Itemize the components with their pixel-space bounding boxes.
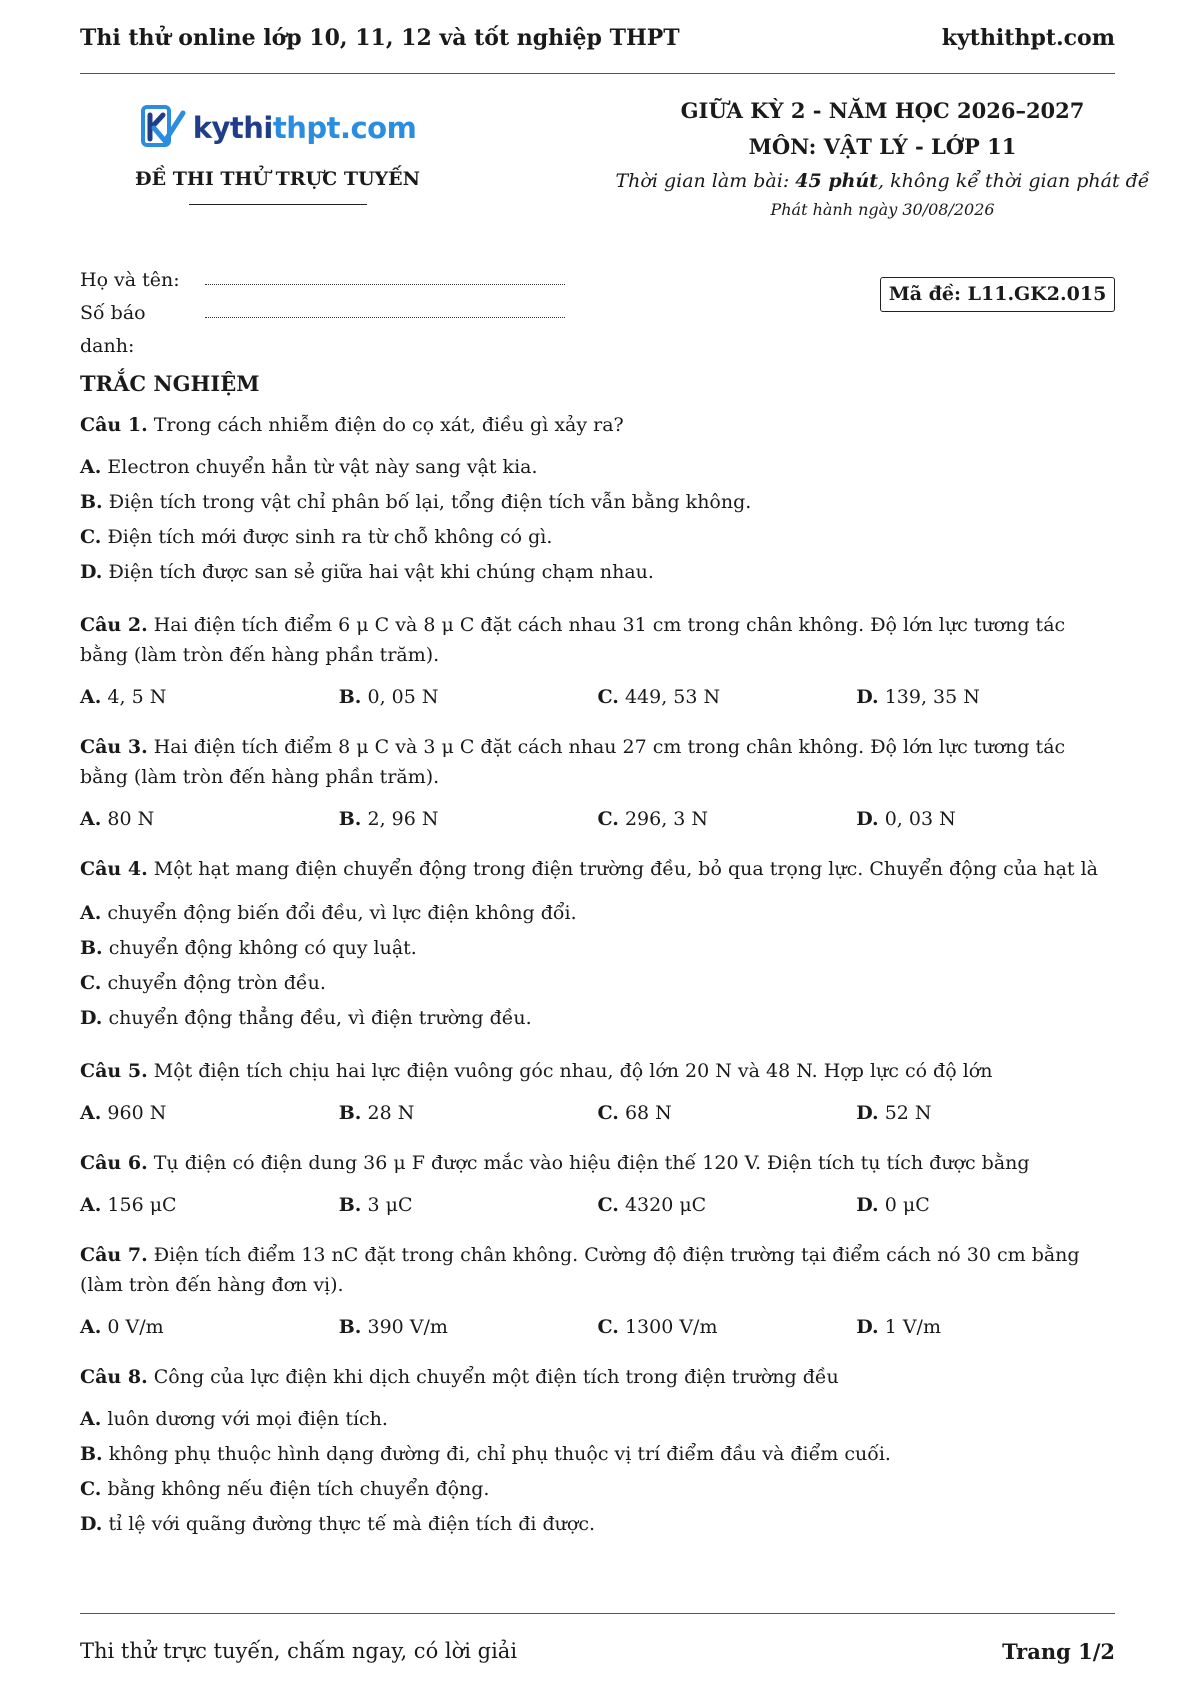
logo-block [80,100,475,205]
question-number: Câu 3. [80,736,148,758]
option-letter: C. [597,808,619,830]
answer-option[interactable] [856,1098,1115,1128]
option-letter: C. [597,1102,619,1124]
option-text: Điện tích được san sẻ giữa hai vật khi chúng chạm nhau. [102,561,654,583]
header-site-name: kythithpt.com [941,25,1115,51]
school-name: ĐỀ THI THỬ TRỰC TUYẾN [135,168,420,190]
option-letter: B. [80,1443,103,1465]
question-stem [80,610,1115,670]
exam-page [80,0,1150,1684]
header-left-text: Thi thử online lớp 10, 11, 12 và tốt nghiệp THPT [80,25,680,51]
answer-option[interactable] [598,1098,857,1128]
option-letter: A. [80,902,102,924]
option-text: bằng không nếu điện tích chuyển động. [101,1478,490,1500]
site-logo [139,100,417,156]
question-block [80,410,1115,590]
option-text: luôn dương với mọi điện tích. [101,1408,388,1430]
option-text: chuyển động thẳng đều, vì điện trường đều. [102,1007,532,1029]
option-text: không phụ thuộc hình dạng đường đi, chỉ phụ thuộc vị trí điểm đầu và điểm cuối. [102,1443,891,1465]
answer-option[interactable] [80,1437,1115,1472]
option-text: Điện tích mới được sinh ra từ chỗ không có gì. [101,526,553,548]
exam-release-date: Phát hành ngày 30/08/2026 [770,200,995,219]
footer-slogan: Thi thử trực tuyến, chấm ngay, có lời giải [80,1639,518,1663]
option-letter: A. [80,1316,102,1338]
answer-options [80,450,1115,590]
option-letter: C. [80,526,102,548]
option-letter: D. [80,561,103,583]
school-underline [189,204,367,205]
question-stem [80,1240,1115,1300]
name-field[interactable] [205,266,565,285]
answer-option[interactable] [598,804,857,834]
answer-option[interactable] [598,1312,857,1342]
option-text: 1 V/m [878,1316,941,1338]
checkmark-k-logo-icon [139,101,187,155]
answer-options [80,682,1115,712]
answer-option[interactable] [80,485,1115,520]
answer-option[interactable] [80,1001,607,1036]
option-text: chuyển động tròn đều. [101,972,326,994]
logo-wordmark: kythithpt.com [192,111,417,145]
section-title: TRẮC NGHIỆM [80,371,260,396]
question-text: Hai điện tích điểm 6 μ C và 8 μ C đặt cách nhau 31 cm trong chân không. Độ lớn lực tương tác bằng (làm tròn đến hàng phần trăm). [80,614,1066,666]
question-text: Trong cách nhiễm điện do cọ xát, điều gì xảy ra? [147,414,624,436]
question-stem [80,410,1115,440]
answer-option[interactable] [339,1312,598,1342]
question-block [80,1056,1115,1128]
answer-option[interactable] [80,931,607,966]
question-stem [80,1148,1115,1178]
option-text: 139, 35 N [878,686,980,708]
option-text: Electron chuyển hẳn từ vật này sang vật kia. [101,456,538,478]
answer-option[interactable] [80,450,1115,485]
option-letter: B. [338,808,362,830]
option-text: 4, 5 N [101,686,167,708]
option-letter: A. [80,456,102,478]
option-text: 0, 05 N [361,686,439,708]
id-field[interactable] [205,299,565,318]
answer-option[interactable] [80,1472,1115,1507]
question-stem [80,732,1115,792]
question-block [80,1362,1115,1542]
answer-option[interactable] [339,804,598,834]
option-text: 960 N [101,1102,167,1124]
option-text: 296, 3 N [618,808,709,830]
option-letter: C. [80,1478,102,1500]
answer-option[interactable] [856,682,1115,712]
answer-options [80,1098,1115,1128]
option-letter: C. [597,1194,619,1216]
option-text: 28 N [361,1102,415,1124]
answer-options [80,1402,1115,1542]
option-letter: A. [80,1408,102,1430]
option-letter: B. [338,1194,362,1216]
option-text: 156 μC [101,1194,177,1216]
answer-option[interactable] [80,896,607,931]
exam-subject: MÔN: VẬT LÝ - LỚP 11 [748,134,1017,159]
option-letter: B. [338,686,362,708]
question-text: Điện tích điểm 13 nC đặt trong chân không. Cường độ điện trường tại điểm cách nó 30 cm bằng (làm tròn đến hàng đơn vị). [80,1244,1080,1296]
answer-option[interactable] [80,1190,339,1220]
page-number: Trang 1/2 [1002,1639,1115,1664]
answer-option[interactable] [80,1312,339,1342]
option-text: 0 μC [878,1194,930,1216]
answer-option[interactable] [339,682,598,712]
question-stem [80,1362,1115,1392]
exam-code-badge: Mã đề: L11.GK2.015 [880,277,1115,312]
footer-rule [80,1613,1115,1614]
answer-option[interactable] [598,682,857,712]
header-rule [80,73,1115,74]
running-footer [80,1639,1115,1664]
question-number: Câu 2. [80,614,148,636]
option-text: chuyển động không có quy luật. [102,937,417,959]
option-text: 3 μC [361,1194,413,1216]
option-letter: B. [338,1102,362,1124]
option-letter: A. [80,1194,102,1216]
answer-options [80,1312,1115,1342]
option-letter: D. [80,1513,103,1535]
question-text: Hai điện tích điểm 8 μ C và 3 μ C đặt cách nhau 27 cm trong chân không. Độ lớn lực tương tác bằng (làm tròn đến hàng phần trăm). [80,736,1066,788]
exam-info [560,96,1191,219]
question-number: Câu 1. [80,414,148,436]
question-number: Câu 8. [80,1366,148,1388]
option-letter: C. [597,686,619,708]
candidate-info [80,264,565,363]
exam-duration: Thời gian làm bài: 45 phút, không kể thời gian phát đề [615,170,1150,192]
option-letter: D. [856,1102,879,1124]
question-list [80,410,1115,1562]
option-text: 0, 03 N [878,808,956,830]
option-letter: C. [80,972,102,994]
question-text: Công của lực điện khi dịch chuyển một điện tích trong điện trường đều [147,1366,839,1388]
question-text: Một điện tích chịu hai lực điện vuông góc nhau, độ lớn 20 N và 48 N. Hợp lực có độ lớn [147,1060,993,1082]
answer-options [80,896,1115,1036]
option-letter: A. [80,808,102,830]
question-block [80,1148,1115,1220]
question-text: Tụ điện có điện dung 36 μ F được mắc vào hiệu điện thế 120 V. Điện tích tụ tích được bằng [147,1152,1030,1174]
answer-option[interactable] [80,966,607,1001]
answer-option[interactable] [80,1098,339,1128]
option-letter: A. [80,686,102,708]
id-label: Số báo danh: [80,302,146,357]
option-text: 390 V/m [361,1316,448,1338]
answer-option[interactable] [80,1507,1115,1542]
option-text: 2, 96 N [361,808,439,830]
answer-option[interactable] [339,1190,598,1220]
option-letter: D. [856,1194,879,1216]
answer-option[interactable] [598,1190,857,1220]
question-number: Câu 6. [80,1152,148,1174]
option-text: 68 N [618,1102,672,1124]
exam-title: GIỮA KỲ 2 - NĂM HỌC 2026–2027 [680,98,1085,123]
option-letter: D. [80,1007,103,1029]
option-text: Điện tích trong vật chỉ phân bố lại, tổng điện tích vẫn bằng không. [102,491,752,513]
option-letter: A. [80,1102,102,1124]
answer-options [80,804,1115,834]
answer-option[interactable] [80,520,1115,555]
answer-option[interactable] [80,682,339,712]
option-letter: D. [856,1316,879,1338]
option-text: 0 V/m [101,1316,164,1338]
question-stem [80,854,1115,884]
answer-option[interactable] [856,804,1115,834]
answer-options [80,1190,1115,1220]
question-number: Câu 7. [80,1244,148,1266]
option-letter: B. [80,491,103,513]
question-block [80,610,1115,712]
option-text: tỉ lệ với quãng đường thực tế mà điện tích đi được. [102,1513,596,1535]
answer-option[interactable] [80,1402,1115,1437]
question-number: Câu 4. [80,858,148,880]
answer-option[interactable] [80,555,1115,590]
option-letter: B. [80,937,103,959]
option-letter: D. [856,808,879,830]
option-text: 80 N [101,808,155,830]
option-text: chuyển động biến đổi đều, vì lực điện không đổi. [101,902,577,924]
question-block [80,854,1115,1036]
name-label: Họ và tên: [80,269,180,291]
option-text: 1300 V/m [618,1316,718,1338]
option-letter: B. [338,1316,362,1338]
answer-option[interactable] [339,1098,598,1128]
question-block [80,1240,1115,1342]
answer-option[interactable] [856,1190,1115,1220]
option-letter: C. [597,1316,619,1338]
option-text: 52 N [878,1102,932,1124]
option-text: 449, 53 N [618,686,721,708]
question-stem [80,1056,1115,1086]
answer-option[interactable] [80,804,339,834]
question-number: Câu 5. [80,1060,148,1082]
question-text: Một hạt mang điện chuyển động trong điện trường đều, bỏ qua trọng lực. Chuyển động của hạt là [147,858,1098,880]
option-letter: D. [856,686,879,708]
running-header [80,22,1115,54]
option-text: 4320 μC [618,1194,707,1216]
question-block [80,732,1115,834]
answer-option[interactable] [856,1312,1115,1342]
